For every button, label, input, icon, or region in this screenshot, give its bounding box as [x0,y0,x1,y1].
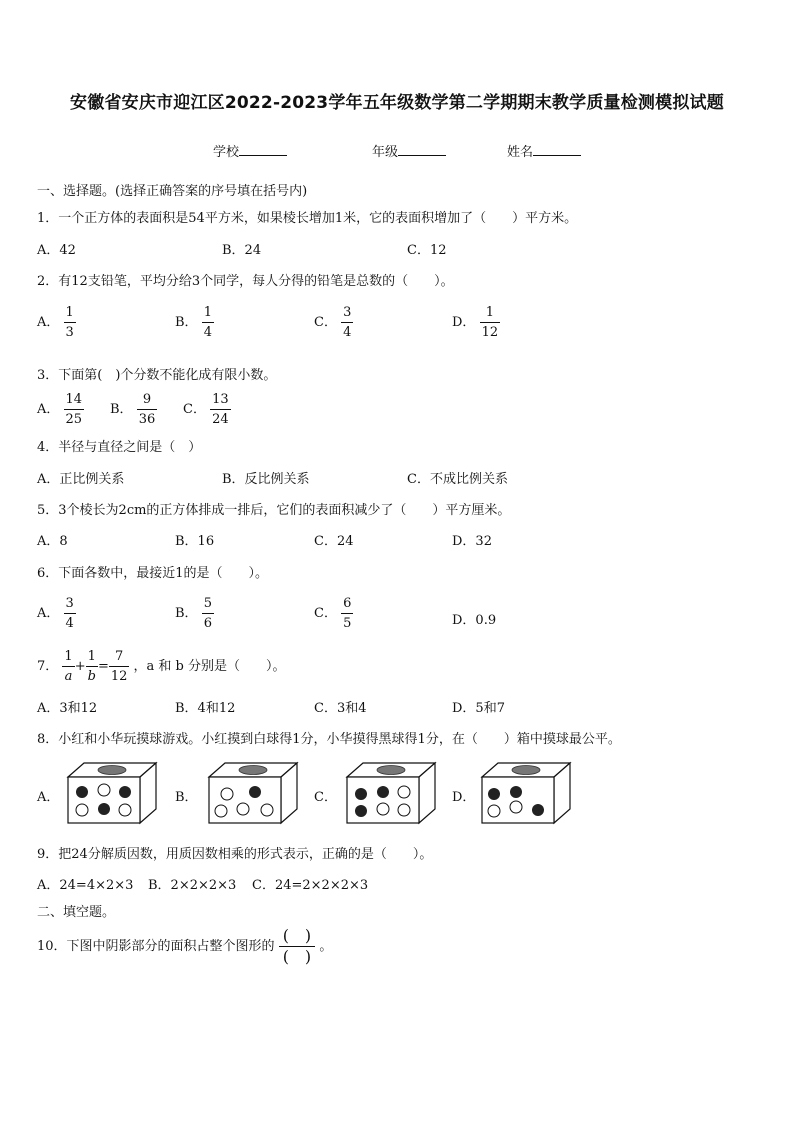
q3-text: 3．下面第( )个分数不能化成有限小数。 [37,368,277,383]
q2-a-fraction: $\frac{1}{3}$ [65,305,74,340]
q2-b-fraction: $\frac{1}{4}$ [203,305,212,340]
q6-a-fraction: $\frac{3}{4}$ [65,596,74,631]
q2-d-label: D． [452,315,476,330]
q6-option-b[interactable] [175,597,214,630]
q7-plus: + [74,659,86,674]
q2-b-label: B． [175,315,198,330]
q8-option-b-label[interactable]: B． [175,790,198,805]
q3-c-label: C． [183,402,206,417]
q6-option-c[interactable] [314,597,353,630]
q2-option-a[interactable] [37,306,76,339]
q3-option-c[interactable] [183,393,231,426]
q10-end: 。 [319,939,333,954]
q3-option-b[interactable] [110,393,157,426]
q6-option-a[interactable] [37,597,76,630]
q8-box-c-icon[interactable] [343,761,439,825]
q2-option-b[interactable] [175,306,214,339]
q6-b-label: B． [175,606,198,621]
q6-option-d[interactable]: D．0.9 [452,613,497,628]
q1-option-b[interactable]: B．24 [222,243,262,258]
q3-b-label: B． [110,402,133,417]
q9-option-a[interactable]: A．24=4×2×3 [37,878,134,893]
q4-option-c[interactable]: C．不成比例关系 [407,472,508,487]
q2-option-c[interactable] [314,306,353,339]
q8-option-d-label[interactable]: D． [452,790,476,805]
q8-text: 8．小红和小华玩摸球游戏。小红摸到白球得1分，小华摸得黑球得1分，在（ ）箱中摸球最公平。 [37,732,621,747]
q8-option-c-label[interactable]: C． [314,790,337,805]
q1-text: 1．一个正方体的表面积是54平方米，如果棱长增加1米，它的表面积增加了（ ）平方米。 [37,211,578,226]
q3-c-fraction: $\frac{13}{24}$ [212,392,229,427]
q6-c-fraction: $\frac{6}{5}$ [343,596,352,631]
q4-option-a[interactable]: A．正比例关系 [37,472,125,487]
school-blank[interactable] [239,143,287,156]
grade-field [372,141,446,160]
q2-d-fraction: $\frac{1}{12}$ [481,305,499,340]
q3-a-label: A． [37,402,60,417]
section2-heading: 二、填空题。 [37,905,116,920]
q10-line [37,928,332,965]
q5-option-b[interactable]: B．16 [175,534,215,549]
name-blank[interactable] [533,143,581,156]
q7-option-b[interactable]: B．4和12 [175,701,236,716]
q3-option-a[interactable] [37,393,84,426]
section1-heading: 一、选择题。(选择正确答案的序号填在括号内) [37,184,308,199]
q2-option-d[interactable] [452,306,500,339]
q1-option-a[interactable]: A．42 [37,243,76,258]
q10-answer-fraction[interactable]: $\frac{( )}{( )}$ [279,928,316,965]
q7-suffix: ，a 和 b 分别是（ ）。 [133,659,286,674]
q6-b-fraction: $\frac{5}{6}$ [203,596,212,631]
q7-option-c[interactable]: C．3和4 [314,701,367,716]
page-title: 安徽省安庆市迎江区2022-2023学年五年级数学第二学期期末教学质量检测模拟试题 [70,93,724,113]
q7-fraction-1-over-b: $\frac{1}{b}$ [87,649,96,684]
school-field [213,141,287,160]
q5-option-d[interactable]: D．32 [452,534,492,549]
name-label: 姓名 [507,145,534,160]
grade-label: 年级 [372,145,399,160]
q7-equation [37,650,286,683]
q5-option-a[interactable]: A．8 [37,534,68,549]
name-field [507,141,581,160]
q1-option-c[interactable]: C．12 [407,243,447,258]
q9-text: 9．把24分解质因数，用质因数相乘的形式表示，正确的是（ ）。 [37,847,433,862]
q2-text: 2．有12支铅笔，平均分给3个同学，每人分得的铅笔是总数的（ ）。 [37,274,454,289]
q4-text: 4．半径与直径之间是（ ） [37,440,202,455]
school-label: 学校 [213,145,240,160]
q7-number: 7． [37,659,59,674]
q3-b-fraction: $\frac{9}{36}$ [138,392,156,427]
q6-c-label: C． [314,606,337,621]
q2-c-fraction: $\frac{3}{4}$ [343,305,352,340]
q4-option-b[interactable]: B．反比例关系 [222,472,310,487]
q6-a-label: A． [37,606,60,621]
q7-option-a[interactable]: A．3和12 [37,701,98,716]
q9-option-b[interactable]: B．2×2×2×3 [148,878,237,893]
q8-option-a-label[interactable]: A． [37,790,60,805]
q6-text: 6．下面各数中，最接近1的是（ ）。 [37,566,269,581]
q9-option-c[interactable]: C．24=2×2×2×3 [252,878,369,893]
q8-box-a-icon[interactable] [64,761,160,825]
q7-fraction-7-over-12: $\frac{7}{12}$ [110,649,128,684]
q7-fraction-1-over-a: $\frac{1}{a}$ [64,649,73,684]
q2-a-label: A． [37,315,60,330]
q5-text: 5．3个棱长为2cm的正方体排成一排后，它们的表面积减少了（ ）平方厘米。 [37,503,511,518]
q5-option-c[interactable]: C．24 [314,534,354,549]
q7-option-d[interactable]: D．5和7 [452,701,505,716]
q3-a-fraction: $\frac{14}{25}$ [65,392,83,427]
q8-box-b-icon[interactable] [205,761,301,825]
q7-equals: = [97,659,109,674]
q2-c-label: C． [314,315,337,330]
q10-text: 10．下图中阴影部分的面积占整个图形的 [37,939,275,954]
grade-blank[interactable] [398,143,446,156]
q8-box-d-icon[interactable] [478,761,574,825]
